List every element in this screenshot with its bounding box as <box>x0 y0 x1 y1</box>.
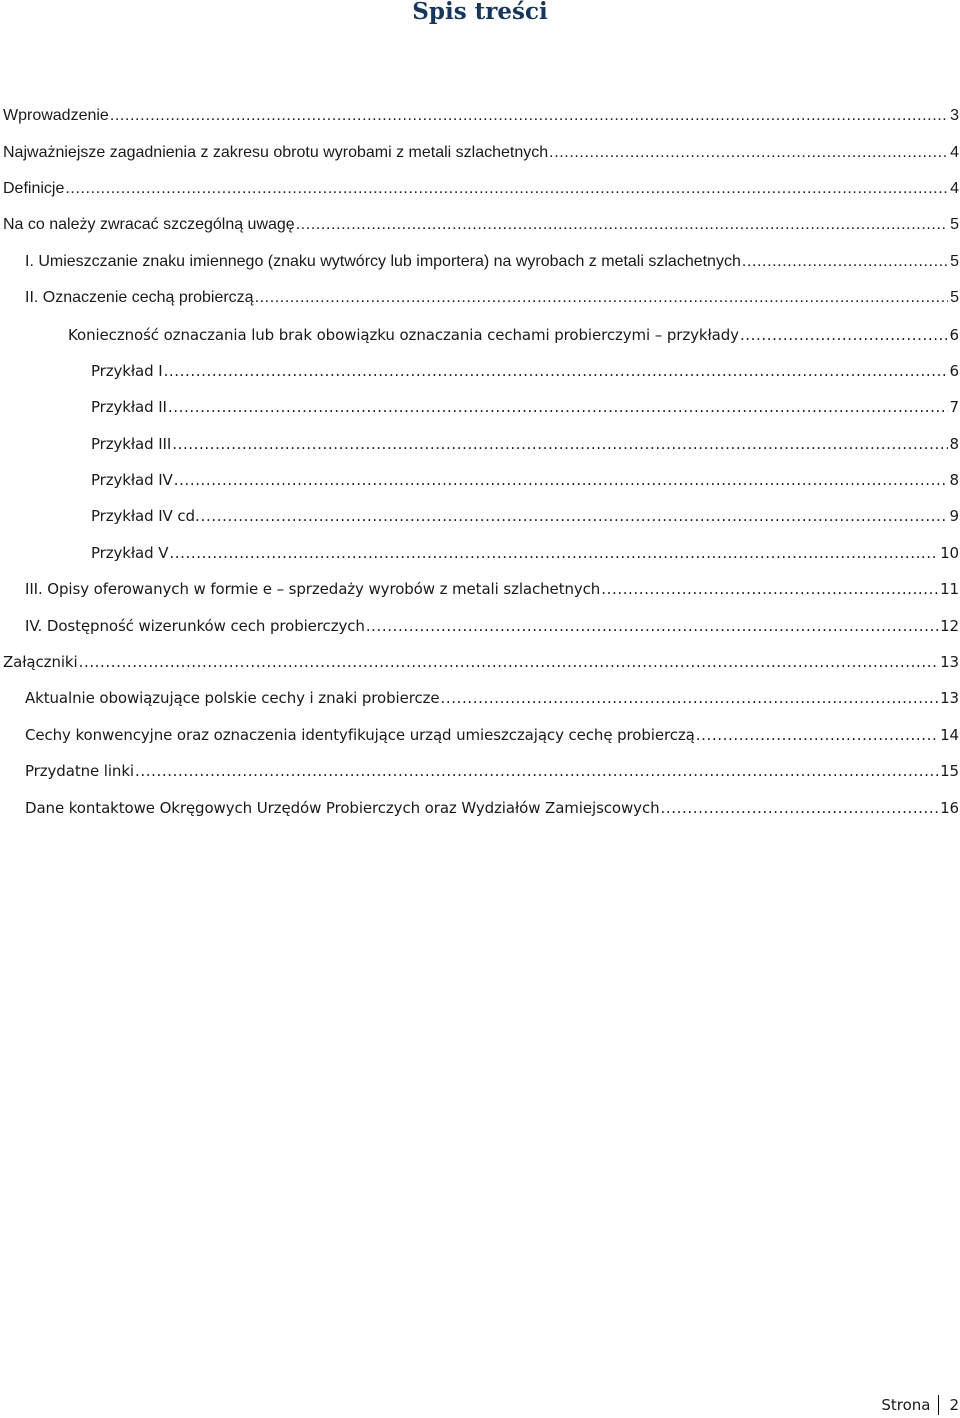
toc-entry[interactable] <box>0 680 960 716</box>
toc-entry-label[interactable]: Przykład III <box>91 434 172 453</box>
toc-entry-label[interactable]: Przykład V <box>91 543 169 562</box>
toc-entry[interactable] <box>0 353 960 389</box>
toc-entry-page-number[interactable]: 4 <box>950 179 959 197</box>
toc-dot-leader <box>255 288 949 308</box>
toc-entry[interactable] <box>0 134 960 170</box>
toc-dot-leader <box>172 434 947 454</box>
toc-entry-label[interactable]: III. Opisy oferowanych w formie e – sprzedaży wyrobów z metali szlachetnych <box>25 580 601 599</box>
toc-entry-label[interactable]: Przykład IV <box>91 471 173 490</box>
toc-entry-page-number[interactable]: 15 <box>940 762 959 781</box>
toc-dot-leader <box>164 361 948 381</box>
toc-entry-page-number[interactable]: 13 <box>940 689 959 708</box>
toc-dot-leader <box>110 106 948 126</box>
toc-entry-page-number[interactable]: 8 <box>949 471 959 490</box>
toc-entry-page-number[interactable]: 10 <box>940 543 959 562</box>
toc-entry[interactable] <box>0 316 960 352</box>
toc-entry-label[interactable]: Załączniki <box>3 653 78 672</box>
toc-entry[interactable] <box>0 244 960 280</box>
toc-entry-page-number[interactable]: 8 <box>949 434 959 453</box>
toc-entry[interactable] <box>0 389 960 425</box>
page-title: Spis treści <box>412 0 548 25</box>
toc-dot-leader <box>201 506 948 526</box>
toc-entry-page-number[interactable]: 5 <box>950 252 959 270</box>
toc-entry-label[interactable]: Najważniejsze zagadnienia z zakresu obrotu wyrobami z metali szlachetnych <box>3 143 549 161</box>
toc-dot-leader <box>740 325 948 345</box>
toc-entry[interactable] <box>0 98 960 134</box>
footer-page-number: 2 <box>949 1396 959 1414</box>
toc-entry-page-number[interactable]: 4 <box>950 143 959 161</box>
toc-dot-leader <box>174 470 948 490</box>
toc-dot-leader <box>65 179 948 199</box>
table-of-contents <box>0 98 960 826</box>
toc-entry[interactable] <box>0 171 960 207</box>
toc-dot-leader <box>696 725 938 745</box>
toc-entry-label[interactable]: Przykład I <box>91 361 163 380</box>
toc-entry-label[interactable]: Definicje <box>3 179 65 197</box>
toc-entry-page-number[interactable]: 5 <box>950 216 959 234</box>
toc-entry-label[interactable]: Cechy konwencyjne oraz oznaczenia identyfikujące urząd umieszczający cechę probierczą <box>25 725 695 744</box>
toc-entry-label[interactable]: Na co należy zwracać szczególną uwagę <box>3 216 295 234</box>
toc-entry[interactable] <box>0 462 960 498</box>
toc-dot-leader <box>135 761 938 781</box>
toc-dot-leader <box>366 616 938 636</box>
toc-dot-leader <box>549 143 948 163</box>
toc-dot-leader <box>441 688 939 708</box>
toc-entry-label[interactable]: Konieczność oznaczania lub brak obowiązku oznaczania cechami probierczymi – przykłady <box>68 325 739 344</box>
toc-entry[interactable] <box>0 280 960 316</box>
toc-entry[interactable] <box>0 607 960 643</box>
toc-entry[interactable] <box>0 717 960 753</box>
toc-entry[interactable] <box>0 498 960 534</box>
toc-entry-label[interactable]: II. Oznaczenie cechą probierczą <box>25 289 254 307</box>
toc-dot-leader <box>742 252 948 272</box>
toc-entry-label[interactable]: Dane kontaktowe Okręgowych Urzędów Probierczych oraz Wydziałów Zamiejscowych <box>25 798 660 817</box>
page-footer <box>881 1392 960 1418</box>
footer-label: Strona <box>881 1396 931 1414</box>
toc-dot-leader <box>296 215 948 235</box>
toc-entry-label[interactable]: Aktualnie obowiązujące polskie cechy i znaki probiercze <box>25 689 440 708</box>
toc-entry-label[interactable]: Przydatne linki <box>25 762 134 781</box>
toc-entry[interactable] <box>0 753 960 789</box>
toc-entry-label[interactable]: Wprowadzenie <box>3 107 109 125</box>
toc-dot-leader <box>661 798 939 818</box>
toc-entry-page-number[interactable]: 3 <box>950 107 959 125</box>
toc-entry-label[interactable]: IV. Dostępność wizerunków cech probierczych <box>25 616 365 635</box>
toc-dot-leader <box>601 579 938 599</box>
toc-entry-page-number[interactable]: 5 <box>950 289 959 307</box>
toc-entry-label[interactable]: Przykład IV cd. <box>91 507 200 526</box>
toc-dot-leader <box>168 397 948 417</box>
toc-entry[interactable] <box>0 426 960 462</box>
toc-entry-page-number[interactable]: 6 <box>949 361 959 380</box>
toc-entry-label[interactable]: Przykład II <box>91 398 167 417</box>
toc-entry-page-number[interactable]: 9 <box>949 507 959 526</box>
toc-dot-leader <box>79 652 939 672</box>
toc-entry-page-number[interactable]: 12 <box>940 616 959 635</box>
toc-entry-page-number[interactable]: 16 <box>940 798 959 817</box>
toc-entry[interactable] <box>0 789 960 825</box>
toc-entry[interactable] <box>0 644 960 680</box>
toc-entry-page-number[interactable]: 6 <box>949 325 959 344</box>
toc-entry-label[interactable]: I. Umieszczanie znaku imiennego (znaku wytwórcy lub importera) na wyrobach z metali szlachetnych <box>25 252 741 270</box>
toc-entry-page-number[interactable]: 7 <box>949 398 959 417</box>
toc-entry-page-number[interactable]: 13 <box>940 653 959 672</box>
toc-entry[interactable] <box>0 535 960 571</box>
toc-entry-page-number[interactable]: 11 <box>940 580 959 599</box>
toc-entry[interactable] <box>0 571 960 607</box>
toc-dot-leader <box>169 543 938 563</box>
toc-entry-page-number[interactable]: 14 <box>940 725 959 744</box>
toc-entry[interactable] <box>0 207 960 243</box>
